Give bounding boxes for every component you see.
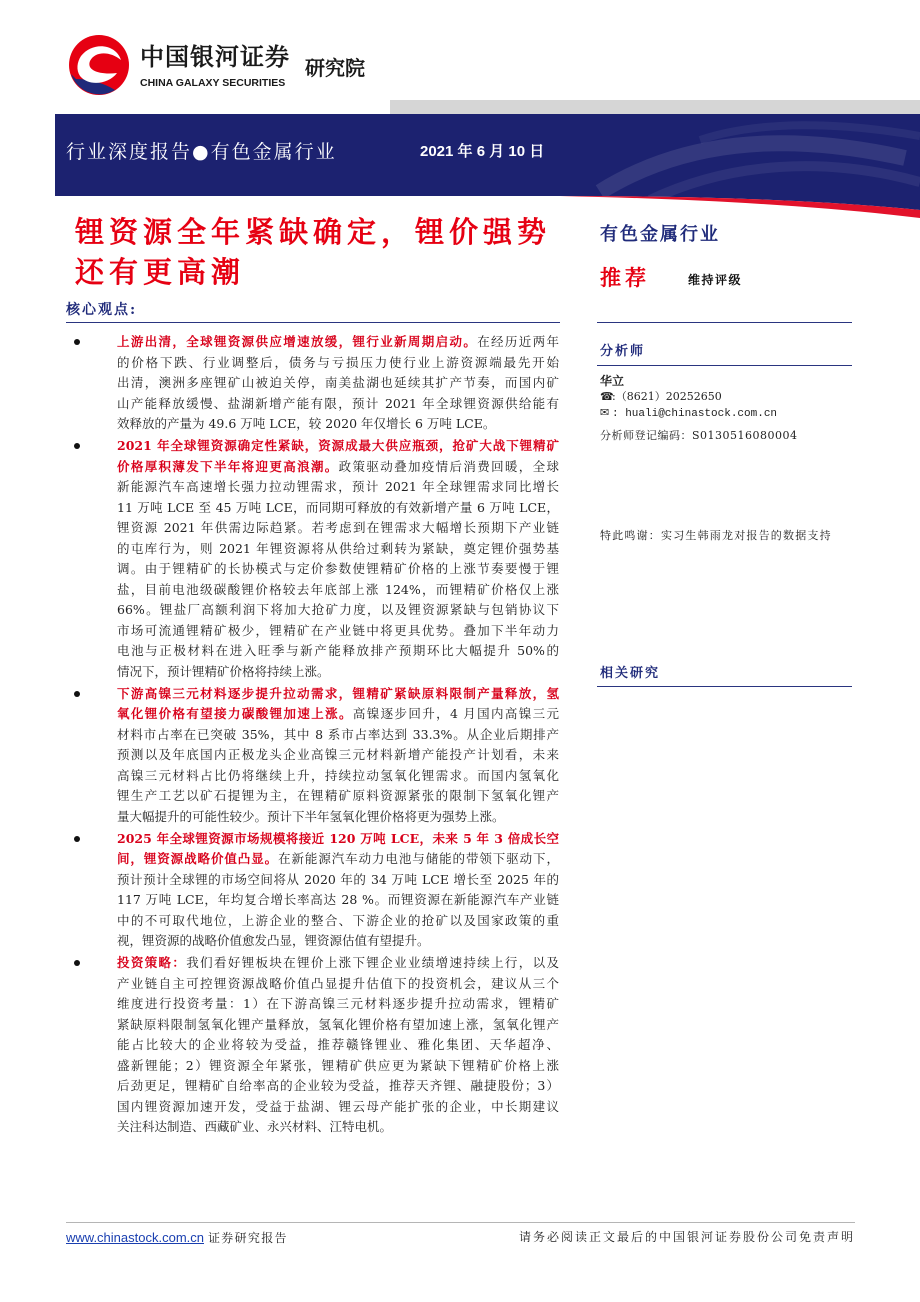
body-text: 高镍三元材料占比仍将继续上升，持续拉动氢氧化锂需求。而国内氢氧化 — [117, 767, 559, 783]
text-line — [117, 518, 559, 539]
highlight-text: 2021 年全球锂资源确定性紧缺，资源成最大供应瓶颈，抢矿大战下锂精矿 — [117, 438, 559, 453]
text-line — [117, 436, 559, 457]
text-line — [117, 931, 559, 952]
rating-note: 维持评级 — [688, 273, 743, 287]
body-text: 山产能释放缓慢、盐湖新增产能有限，预计 2021 年全球锂资源供给能有 — [117, 395, 559, 411]
logo-company-name: 中国银河证券 — [140, 43, 290, 71]
text-line — [117, 890, 559, 911]
bullet-text — [117, 332, 559, 435]
body-text: 材料市占率在已突破 35%，其中 8 系市占率达到 33.3%。从企业后期排产 — [117, 726, 559, 742]
bullet-item — [66, 953, 560, 1138]
divider — [597, 365, 852, 366]
body-text: 锂资源 2021 年供需边际趋紧。若考虑到在锂需求大幅增长预期下产业链 — [117, 520, 559, 535]
text-line — [117, 394, 559, 415]
envelope-icon: ✉ — [600, 406, 610, 419]
body-text: 效释放的产量为 49.6 万吨 LCE，较 2020 年仅增长 6 万吨 LCE。 — [117, 416, 496, 431]
body-text: 中的不可取代地位，上游企业的整合、下游企业的抢矿以及国家政策的重 — [117, 912, 559, 928]
text-line — [117, 373, 559, 394]
acknowledgement: 特此鸣谢：实习生韩雨龙对报告的数据支持 — [600, 529, 832, 542]
highlight-text: 间，锂资源战略价值凸显。 — [117, 851, 279, 866]
body-text: 盐，目前电池级碳酸锂价格较去年底部上涨 124%，而锂精矿价格仅上涨 — [117, 581, 559, 597]
body-text: 我们看好锂板块在锂价上涨下锂企业业绩增速持续上行，以及 — [186, 955, 559, 970]
text-line — [117, 353, 559, 374]
body-text: 能占比较大的企业将较为受益，推荐赣锋锂业、雅化集团、天华超净、 — [117, 1037, 559, 1052]
report-title-line: 锂资源全年紧缺确定，锂价强势 — [75, 215, 552, 249]
text-line — [117, 974, 559, 995]
body-text: 维度进行投资考量：1）在下游高镍三元材料逐步提升拉动需求，锂精矿 — [117, 996, 559, 1011]
text-line — [117, 786, 559, 807]
text-line — [117, 477, 559, 498]
website-link[interactable]: www.chinastock.com.cn — [66, 1230, 204, 1245]
divider — [66, 322, 560, 323]
report-title — [75, 212, 551, 292]
text-line — [117, 870, 559, 891]
body-text: 在经历近两年 — [477, 334, 559, 349]
text-line — [117, 725, 559, 746]
body-text: 锂生产工艺以矿石提锂为主，在锂精矿原料资源紧张的限制下氢氧化锂产 — [117, 788, 559, 803]
text-line — [117, 580, 559, 601]
body-text: 高镍逐步回升，4 月国内高镍三元 — [352, 706, 559, 721]
body-text: 的屯库行为，则 2021 年锂资源将从供给过剩转为紧缺，奠定锂价强势基 — [117, 540, 559, 556]
body-text: 量大幅提升的可能性较少。预计下半年氢氧化锂价格将更为强势上涨。 — [117, 808, 505, 824]
report-date: 2021 年 6 月 10 日 — [420, 143, 545, 160]
body-text: 电池与正极材料在进入旺季与新产能释放排产预期环比大幅提升 50%的 — [117, 643, 559, 658]
text-line — [117, 559, 559, 580]
text-line — [117, 745, 559, 766]
text-line — [117, 953, 559, 974]
text-line — [117, 684, 559, 705]
text-line — [117, 1015, 559, 1036]
body-text: 新能源汽车高速增长强力拉动锂需求，预计 2021 年全球锂需求同比增长 — [117, 479, 559, 494]
highlight-text: 价格厚积薄发下半年将迎更高浪潮。 — [117, 458, 339, 474]
text-line — [117, 662, 559, 683]
bullet-item — [66, 684, 560, 828]
body-text: 出清，澳洲多座锂矿山被迫关停，南美盐湖也延续其扩产节奏，而国内矿 — [117, 375, 559, 390]
bullet-text — [117, 684, 559, 828]
body-text: 117 万吨 LCE，年均复合增长率高达 28 %。而锂资源在新能源汽车产业链 — [117, 892, 559, 907]
bullet-text — [117, 953, 559, 1138]
text-line — [117, 829, 559, 850]
bullet-dot-icon — [74, 691, 80, 697]
bullet-dot-icon — [74, 960, 80, 966]
text-line — [117, 1056, 559, 1077]
highlight-text: 投资策略： — [117, 955, 187, 970]
footer-disclaimer: 请务必阅读正文最后的中国银河证券股份公司免责声明 — [518, 1230, 855, 1244]
body-text: 在新能源汽车动力电池与储能的带领下驱动下， — [278, 851, 559, 866]
body-text: 关注科达制造、西藏矿业、永兴材料、江特电机。 — [117, 1119, 393, 1134]
body-text: 11 万吨 LCE 至 45 万吨 LCE，而同期可释放的有效新增产量 6 万吨 LCE， — [117, 499, 559, 515]
body-text: 的价格下跌、行业调整后，债务与亏损压力使行业上游资源端最先开始 — [117, 354, 559, 370]
text-line — [117, 704, 559, 725]
bullet-text — [117, 829, 559, 952]
body-text: 政策驱动叠加疫情后消费回暖，全球 — [338, 458, 559, 474]
highlight-text: 氧化锂价格有望接力碳酸锂加速上涨。 — [117, 706, 353, 721]
bullet-dot-icon — [74, 339, 80, 345]
body-text: 66%。锂盐厂高额利润下将加大抢矿力度，以及锂资源紧缺与包销协议下 — [117, 602, 559, 617]
analyst-phone — [600, 390, 722, 404]
report-type: 行业深度报告●有色金属行业 — [66, 141, 337, 163]
highlight-text: 上游出清，全球锂资源供应增速放缓，锂行业新周期启动。 — [117, 334, 478, 349]
report-title-line: 还有更高潮 — [75, 255, 246, 289]
body-text: 后劲更足，锂精矿自给率高的企业较为受益，推荐天齐锂、融捷股份；3） — [117, 1078, 559, 1093]
text-line — [117, 994, 559, 1015]
analyst-heading: 分析师 — [600, 344, 646, 359]
body-text: 产业链自主可控锂资源战略价值凸显提升估值下的投资机会，建议从三个 — [117, 975, 559, 991]
body-text: 紧缺原料限制氢氧化锂产量释放，氢氧化锂价格有望加速上涨，氢氧化锂产 — [117, 1016, 559, 1032]
text-line — [117, 621, 559, 642]
phone-number: :（8621）20252650 — [612, 390, 722, 403]
divider — [597, 686, 852, 687]
text-line — [117, 1097, 559, 1118]
rating-label: 推荐 — [600, 265, 650, 290]
text-line — [117, 414, 559, 435]
bullet-dot-icon — [74, 836, 80, 842]
analyst-name: 华立 — [600, 374, 625, 388]
body-text: 情况下，预计锂精矿价格将持续上涨。 — [117, 663, 330, 679]
phone-icon: ☎ — [600, 390, 614, 403]
analyst-email — [600, 406, 777, 421]
core-views-heading: 核心观点: — [66, 302, 138, 318]
footer-divider — [66, 1222, 855, 1223]
bullet-item — [66, 332, 560, 435]
body-text: 调。由于锂精矿的长协模式与定价参数使锂精矿价格的上涨节奏要慢于锂 — [117, 561, 559, 576]
bullet-dot-icon — [74, 443, 80, 449]
text-line — [117, 539, 559, 560]
related-research-heading: 相关研究 — [600, 666, 661, 681]
text-line — [117, 332, 559, 353]
body-text: 市场可流通锂精矿极少，锂精矿在产业链中将更具优势。叠加下半年动力 — [117, 622, 559, 638]
core-views-list — [66, 332, 560, 1139]
logo-institute: 研究院 — [305, 56, 365, 80]
text-line — [117, 457, 559, 478]
divider — [597, 322, 852, 323]
text-line — [117, 498, 559, 519]
footer-left — [66, 1229, 288, 1246]
galaxy-logo-icon — [68, 34, 130, 96]
text-line — [117, 1035, 559, 1056]
body-text: 预计预计全球锂的市场空间将从 2020 年的 34 万吨 LCE 增长至 2025 年的 — [117, 871, 559, 887]
logo-english-name: CHINA GALAXY SECURITIES — [140, 77, 286, 89]
body-text: 视，锂资源的战略价值愈发凸显，锂资源估值有望提升。 — [117, 933, 430, 948]
highlight-text: 2025 年全球锂资源市场规模将接近 120 万吨 LCE，未来 5 年 3 倍成长空 — [117, 830, 559, 846]
body-text: 盛新锂能；2）锂资源全年紧张，锂精矿供应更为紧缺下锂精矿价格上涨 — [117, 1057, 559, 1073]
text-line — [117, 600, 559, 621]
bullet-item — [66, 829, 560, 952]
body-text: 预测以及年底国内正极龙头企业高镍三元材料新增产能投产计划看，未来 — [117, 747, 559, 762]
text-line — [117, 1117, 559, 1138]
email-address: : huali@chinastock.com.cn — [612, 408, 778, 420]
text-line — [117, 1076, 559, 1097]
text-line — [117, 807, 559, 828]
text-line — [117, 766, 559, 787]
highlight-text: 下游高镍三元材料逐步提升拉动需求，锂精矿紧缺原料限制产量释放，氢 — [117, 685, 559, 701]
bullet-text — [117, 436, 559, 682]
text-line — [117, 849, 559, 870]
text-line — [117, 911, 559, 932]
footer-label: 证券研究报告 — [208, 1231, 288, 1245]
text-line — [117, 641, 559, 662]
bullet-item — [66, 436, 560, 682]
analyst-registration: 分析师登记编码：S0130516080004 — [600, 429, 798, 442]
industry-label: 有色金属行业 — [600, 224, 720, 245]
body-text: 国内锂资源加速开发，受益于盐湖、锂云母产能扩张的企业，中长期建议 — [117, 1098, 559, 1114]
